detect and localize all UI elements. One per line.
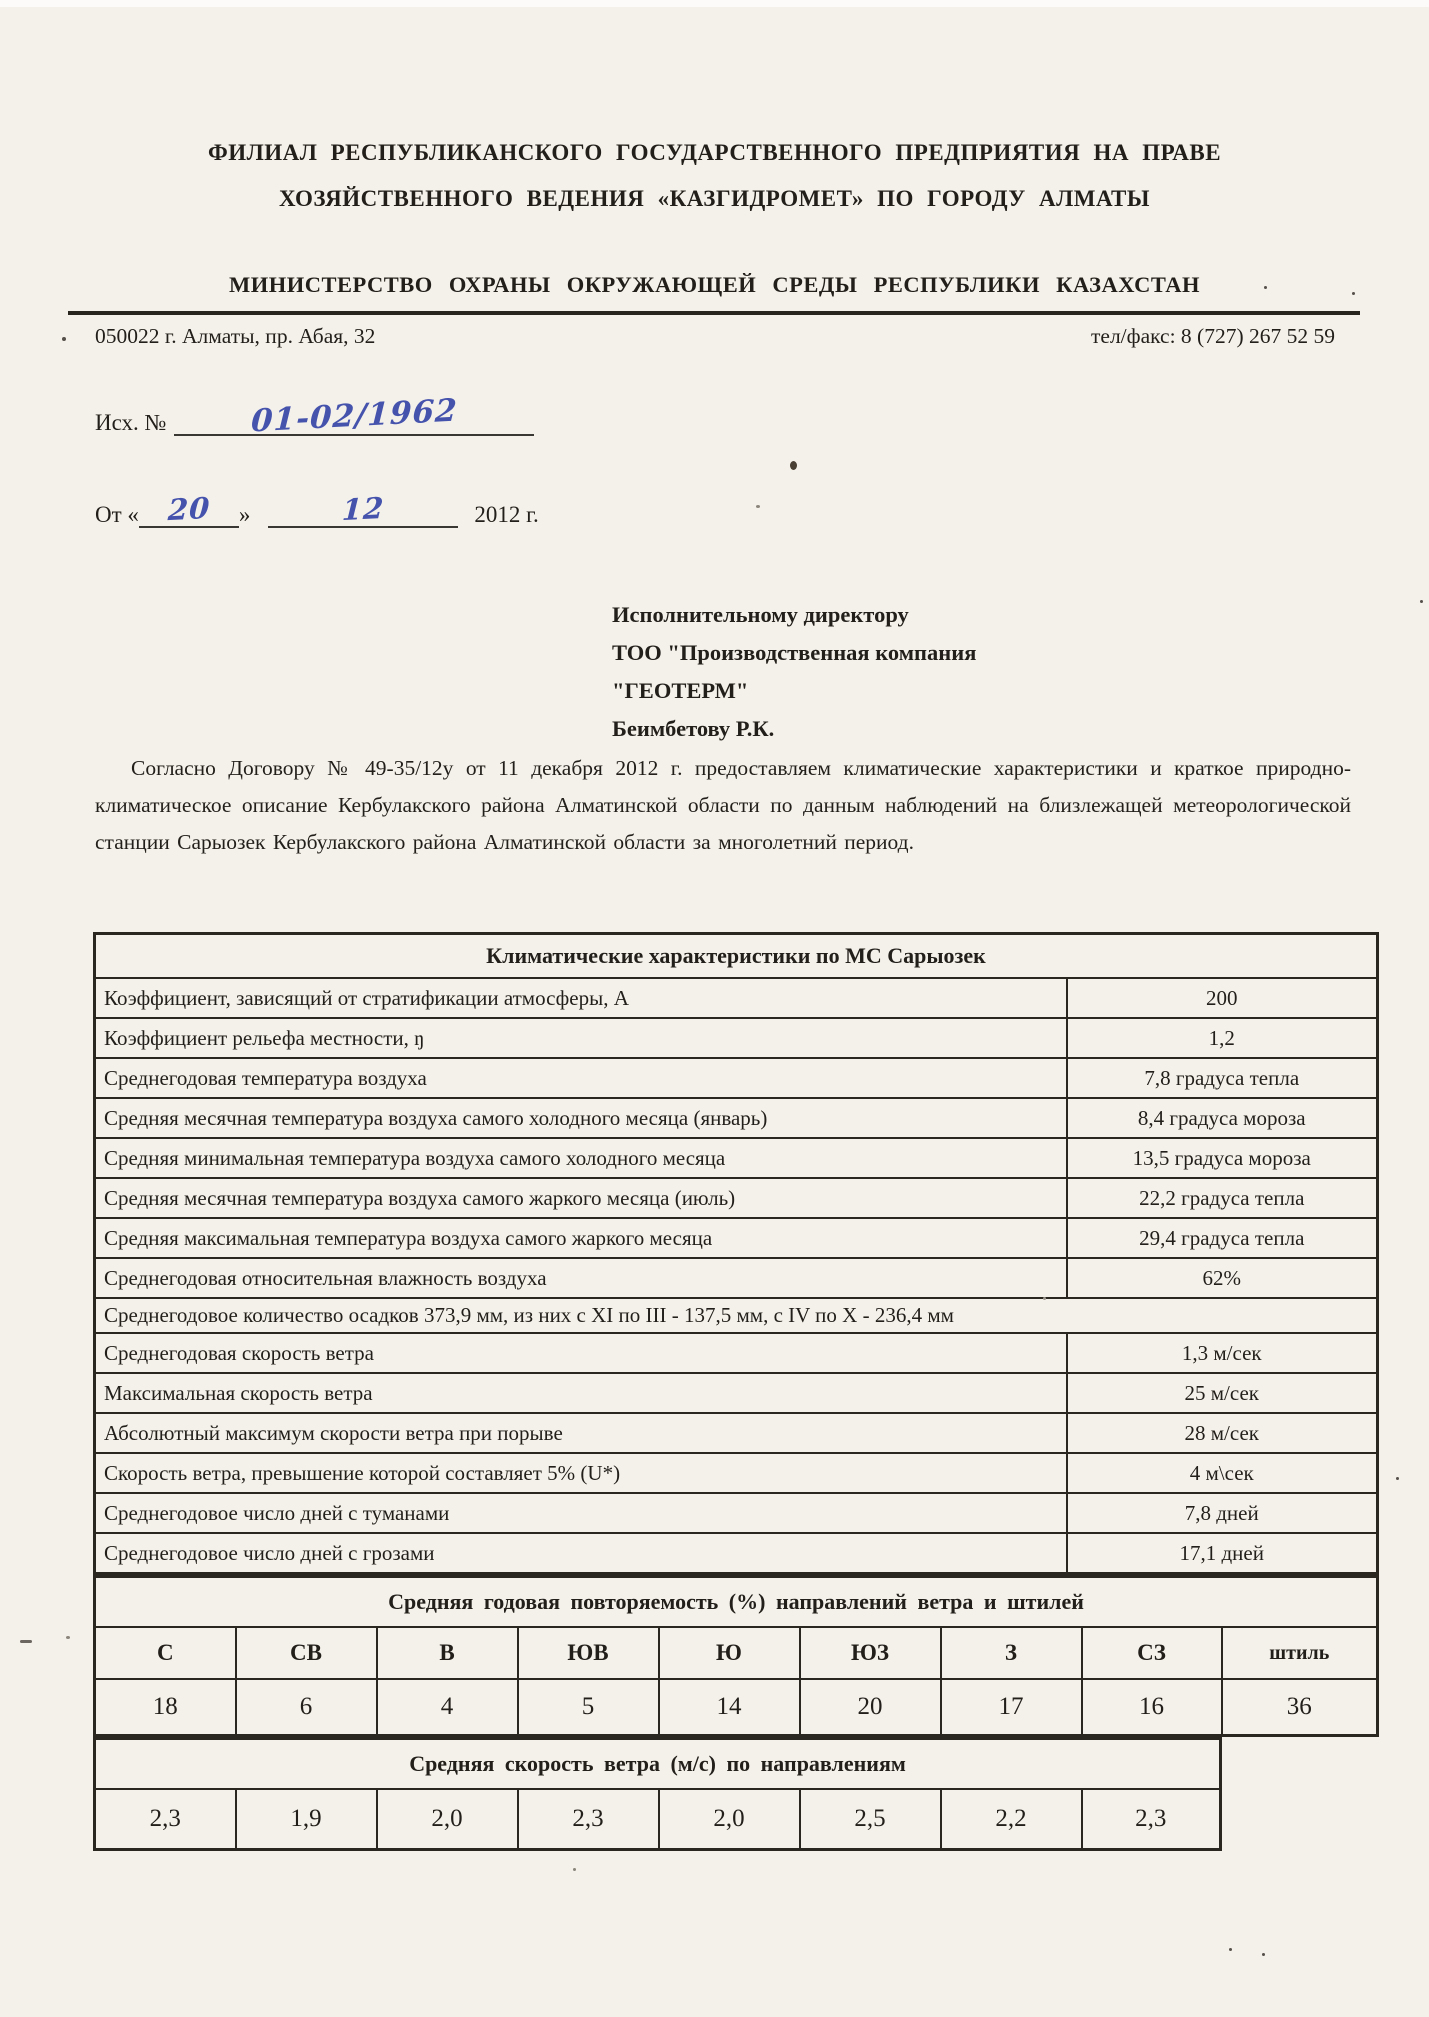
wind-frequency-table bbox=[93, 1575, 1379, 1737]
table-row: Скорость ветра, превышение которой составляет 5% (U*) 4 м\сек bbox=[95, 1453, 1378, 1493]
date-day-underline bbox=[139, 492, 239, 528]
climate-table-title: Климатические характеристики по МС Сарыозек bbox=[95, 934, 1378, 979]
ministry-heading: МИНИСТЕРСТВО ОХРАНЫ ОКРУЖАЮЩЕЙ СРЕДЫ РЕСПУБЛИКИ КАЗАХСТАН bbox=[228, 272, 1201, 297]
climate-table bbox=[93, 932, 1379, 1575]
scan-speck bbox=[1396, 1477, 1399, 1480]
table-row: Максимальная скорость ветра 25 м/сек bbox=[95, 1373, 1378, 1413]
scan-speck bbox=[1262, 1953, 1265, 1956]
scan-speck bbox=[1420, 600, 1423, 603]
phone-fax: тел/факс: 8 (727) 267 52 59 bbox=[1091, 324, 1335, 348]
scan-edge-strip bbox=[0, 0, 1429, 7]
table-row: Среднегодовое число дней с грозами 17,1 дней bbox=[95, 1533, 1378, 1574]
wind-speed-table bbox=[93, 1737, 1222, 1851]
scan-speck bbox=[1352, 292, 1355, 295]
table-row: Среднегодовое число дней с туманами 7,8 дней bbox=[95, 1493, 1378, 1533]
address-row bbox=[95, 324, 1335, 349]
scan-speck bbox=[756, 505, 760, 508]
scan-speck bbox=[62, 337, 66, 341]
handwritten-month: 12 bbox=[341, 490, 386, 528]
letterhead-line-1: ФИЛИАЛ РЕСПУБЛИКАНСКОГО ГОСУДАРСТВЕННОГО ПРЕДПРИЯТИЯ НА ПРАВЕ bbox=[207, 140, 1222, 165]
ink-dot bbox=[790, 461, 797, 470]
table-row: Средняя месячная температура воздуха самого жаркого месяца (июль) 22,2 градуса тепла bbox=[95, 1178, 1378, 1218]
wind-frequency-header: Средняя годовая повторяемость (%) направлений ветра и штилей bbox=[95, 1577, 1378, 1628]
scan-speck bbox=[66, 1636, 70, 1639]
scan-mark bbox=[20, 1640, 32, 1643]
table-row: Средняя месячная температура воздуха самого холодного месяца (январь) 8,4 градуса мороза bbox=[95, 1098, 1378, 1138]
handwritten-day: 20 bbox=[166, 490, 211, 528]
scan-speck bbox=[573, 1868, 576, 1871]
letterhead-line-2: ХОЗЯЙСТВЕННОГО ВЕДЕНИЯ «КАЗГИДРОМЕТ» ПО ГОРОДУ АЛМАТЫ bbox=[279, 186, 1150, 211]
addressee-title: Исполнительному директору bbox=[612, 602, 909, 627]
table-row: Средняя минимальная температура воздуха самого холодного месяца 13,5 градуса мороза bbox=[95, 1138, 1378, 1178]
table-row-precipitation: Среднегодовое количество осадков 373,9 мм, из них с XI по III - 137,5 мм, с IV по X - 236,4 мм bbox=[95, 1298, 1378, 1333]
header-rule bbox=[68, 311, 1360, 315]
addressee-company-1: ТОО "Производственная компания bbox=[612, 640, 977, 665]
date-year: 2012 г. bbox=[474, 502, 539, 527]
addressee-block bbox=[612, 596, 976, 748]
table-row: Коэффициент, зависящий от стратификации атмосферы, А 200 bbox=[95, 978, 1378, 1018]
wind-frequency-row: 18 6 4 5 14 20 17 16 36 bbox=[95, 1679, 1378, 1736]
wind-speed-row: 2,3 1,9 2,0 2,3 2,0 2,5 2,2 2,3 bbox=[95, 1789, 1221, 1850]
wind-speed-header: Средняя скорость ветра (м/с) по направлениям bbox=[95, 1739, 1221, 1790]
date-quote-close: » bbox=[238, 502, 251, 527]
addressee-company-2: "ГЕОТЕРМ" bbox=[612, 678, 749, 703]
table-row: Среднегодовая относительная влажность воздуха 62% bbox=[95, 1258, 1378, 1298]
scan-speck bbox=[1264, 286, 1267, 289]
body-paragraph: Согласно Договору № 49-35/12у от 11 декабря 2012 г. предоставляем климатические характеристики и краткое природно-климатическое описание Кербулакского района Алматинской области по данным наблюдений на близлежащей метеорологической станции Сарыозек Кербулакского района Алматинской области за многолетний период. bbox=[95, 756, 1351, 854]
outgoing-number-line bbox=[95, 392, 534, 440]
date-month-underline bbox=[268, 492, 458, 528]
tables-block bbox=[93, 932, 1376, 1851]
table-row: Средняя максимальная температура воздуха самого жаркого месяца 29,4 градуса тепла bbox=[95, 1218, 1378, 1258]
postal-address: 050022 г. Алматы, пр. Абая, 32 bbox=[95, 324, 376, 348]
outgoing-number-underline bbox=[174, 392, 534, 440]
scan-speck bbox=[1043, 1297, 1046, 1300]
table-row: Абсолютный максимум скорости ветра при порыве 28 м/сек bbox=[95, 1413, 1378, 1453]
handwritten-outgoing-number: 01-02/1962 bbox=[250, 392, 459, 440]
table-row: Коэффициент рельефа местности, ŋ 1,2 bbox=[95, 1018, 1378, 1058]
date-line bbox=[95, 492, 539, 528]
wind-direction-row: С СВ В ЮВ Ю ЮЗ З СЗ штиль bbox=[95, 1627, 1378, 1679]
scan-speck bbox=[1229, 1948, 1232, 1951]
table-row: Среднегодовая скорость ветра 1,3 м/сек bbox=[95, 1333, 1378, 1373]
outgoing-number-label: Исх. № bbox=[95, 410, 167, 435]
table-row: Среднегодовая температура воздуха 7,8 градуса тепла bbox=[95, 1058, 1378, 1098]
date-prefix: От « bbox=[95, 502, 139, 527]
addressee-person: Беимбетову Р.К. bbox=[612, 716, 775, 741]
